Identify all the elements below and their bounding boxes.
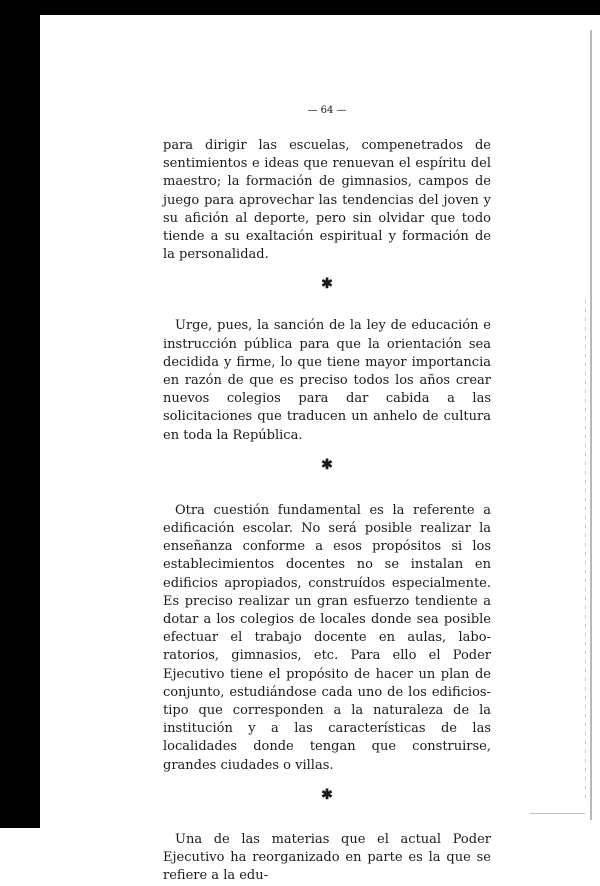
paragraph-2: Urge, pues, la sanción de la ley de educación e instrucción pública para que la orientación sea decidida y firme, lo que tiene mayor importancia en razón de que es preciso todos los años crear nuevos colegios para dar cabida a las solicitaciones que traducen un anhelo de cultura en toda la República. — [163, 318, 491, 443]
separator-asterisk: ✱ — [321, 456, 333, 473]
page-edge-shadow — [585, 300, 586, 800]
paragraph-3: Otra cuestión fundamental es la referente a edificación escolar. No será posible realizar la enseñanza conforme a esos propósitos si los establecimientos docentes no se instalan en edificios apropiados, construídos especialmente. Es preciso realizar un gran esfuerzo tendiente a dotar a los colegios de locales donde sea posible efectuar el trabajo docente en aulas, laboratorios, gimnasios, etc. Para ello el Poder Ejecutivo tiene el propósito de hacer un plan de conjunto, estudiándose cada uno de los edificios-tipo que corresponden a la naturaleza de la institución y a las características de las localidades donde tengan que construirse, grandes ciudades o villas. — [163, 502, 491, 773]
body-text — [163, 104, 491, 886]
scan-border-left — [0, 0, 40, 828]
separator-asterisk: ✱ — [321, 786, 333, 803]
page-number: — 64 — — [307, 105, 347, 116]
scan-border-top — [0, 0, 600, 15]
separator-asterisk: ✱ — [321, 276, 333, 293]
paragraph-1: para dirigir las escuelas, compenetrados de sentimientos e ideas que renuevan el espíritu del maestro; la formación de gimnasios, campos de juego para aprovechar las tendencias del joven y su afición al deporte, pero sin olvidar que todo tiende a su exaltación espiritual y formación de la personalidad. — [163, 138, 491, 263]
page-edge-right — [590, 30, 592, 820]
page-edge-bottom — [530, 813, 585, 814]
paragraph-4: Una de las materias que el actual Poder Ejecutivo ha reorganizado en parte es la que se refiere a la edu- — [163, 831, 491, 884]
